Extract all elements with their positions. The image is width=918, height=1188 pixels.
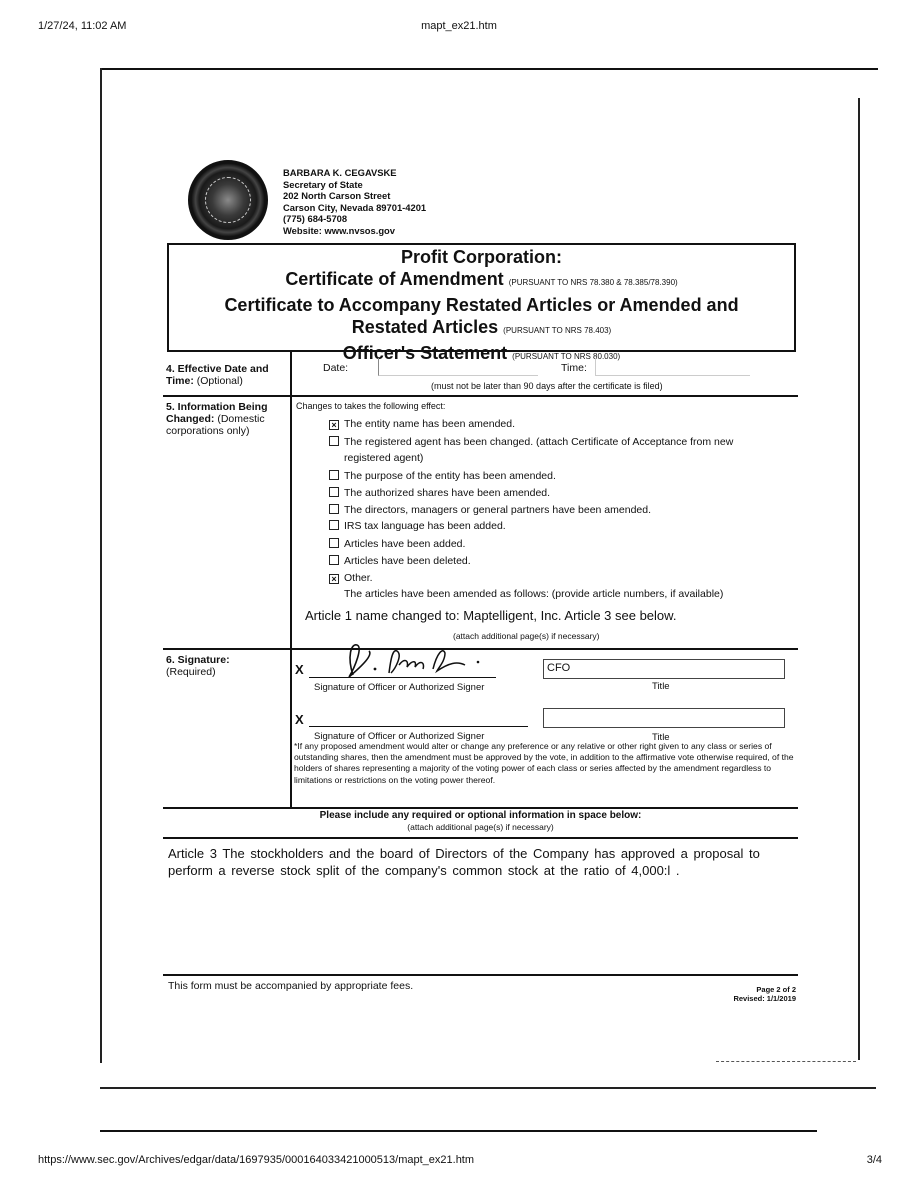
checkbox-empty-icon[interactable]	[329, 470, 339, 480]
form-page-number: Page 2 of 2	[756, 985, 796, 994]
scan-border-top	[100, 68, 878, 70]
amendment-footnote: *If any proposed amendment would alter or change any preference or any relative or other right given to any class or series of outstanding shares, then the amendment must be approved by the vote, in addition to the affirmative vote otherwise required, of the holders of shares representing a majority of the voting power of each class or series affected by the amendment regardless to limitations or restrictions on the voting power thereof.	[294, 741, 794, 785]
amended-as-follows-note: The articles have been amended as follows: (provide article numbers, if available)	[344, 588, 724, 600]
option-entity-name[interactable]: × The entity name has been amended.	[329, 417, 515, 431]
signature-line-1	[309, 677, 496, 678]
signature-x-mark-2: X	[295, 712, 304, 727]
row-divider	[163, 807, 798, 809]
title-field-1[interactable]: CFO	[543, 659, 785, 679]
option-authorized-shares[interactable]: The authorized shares have been amended.	[329, 486, 550, 500]
option-purpose[interactable]: The purpose of the entity has been amended.	[329, 469, 556, 483]
title-caption-1: Title	[652, 681, 670, 692]
form-revised-date: Revised: 1/1/2019	[733, 994, 796, 1003]
option-articles-added[interactable]: Articles have been added.	[329, 537, 465, 551]
checkbox-checked-icon[interactable]: ×	[329, 574, 339, 584]
effective-time-label: Time:	[561, 362, 587, 374]
title-field-2[interactable]	[543, 708, 785, 728]
title-certificate-of-amendment: Certificate of Amendment (PURSUANT TO NRS 78.380 & 78.385/78.390)	[285, 269, 678, 289]
print-page-number: 3/4	[866, 1154, 882, 1166]
registered-agent-continuation: registered agent)	[344, 452, 424, 464]
print-url: https://www.sec.gov/Archives/edgar/data/1697935/000164033421000513/mapt_ex21.htm	[38, 1154, 475, 1166]
option-directors[interactable]: The directors, managers or general partners have been amended.	[329, 503, 651, 517]
scan-border-right	[858, 98, 860, 1060]
secretary-name: BARBARA K. CEGAVSKE	[283, 167, 397, 178]
secretary-website: Website: www.nvsos.gov	[283, 224, 396, 236]
secretary-phone: (775) 684-5708	[283, 213, 348, 225]
scan-artifact-line	[716, 1061, 856, 1062]
checkbox-empty-icon[interactable]	[329, 504, 339, 514]
checkbox-empty-icon[interactable]	[329, 520, 339, 530]
title-restated-articles: Certificate to Accompany Restated Articles or Amended and	[224, 295, 739, 315]
nevada-state-seal-icon	[188, 160, 268, 240]
effective-date-note: (must not be later than 90 days after the certificate is filed)	[431, 381, 663, 391]
section-4-label: 4. Effective Date and Time: (Optional)	[166, 363, 269, 387]
citation-officer: (PURSUANT TO NRS 80.030)	[512, 352, 621, 361]
changes-intro: Changes to takes the following effect:	[296, 401, 446, 411]
print-title: mapt_ex21.htm	[421, 20, 497, 32]
print-timestamp: 1/27/24, 11:02 AM	[38, 20, 127, 32]
secretary-street: 202 North Carson Street	[283, 190, 391, 202]
signature-caption-1: Signature of Officer or Authorized Signer	[314, 682, 485, 693]
handwritten-signature-icon	[333, 637, 503, 681]
checkbox-checked-icon[interactable]: ×	[329, 420, 339, 430]
additional-info-subheading: (attach additional page(s) if necessary)	[407, 822, 554, 832]
signature-line-2[interactable]	[309, 726, 528, 727]
citation-restated: (PURSUANT TO NRS 78.403)	[503, 326, 612, 335]
attach-pages-note: (attach additional page(s) if necessary)	[453, 631, 600, 641]
additional-info-heading: Please include any required or optional information in space below:	[319, 810, 642, 821]
row-divider	[163, 974, 798, 976]
section-5-label: 5. Information Being Changed: (Domestic corporations only)	[166, 401, 268, 437]
secretary-city: Carson City, Nevada 89701-4201	[283, 201, 427, 213]
article-1-change: Article 1 name changed to: Maptelligent, Inc. Article 3 see below.	[305, 608, 677, 623]
option-articles-deleted[interactable]: Articles have been deleted.	[329, 554, 471, 568]
secretary-office: Secretary of State	[283, 178, 363, 190]
title-caption-2: Title	[652, 732, 670, 743]
form-page-info	[733, 985, 796, 1003]
citation-amendment: (PURSUANT TO NRS 78.380 & 78.385/78.390)	[508, 278, 678, 287]
seal-inner-ring	[205, 177, 251, 223]
fees-note: This form must be accompanied by appropriate fees.	[168, 980, 414, 992]
option-other[interactable]: × Other.	[329, 571, 373, 585]
checkbox-empty-icon[interactable]	[329, 436, 339, 446]
title-officers-statement: Officer's Statement (PURSUANT TO NRS 80.030)	[342, 343, 621, 363]
title-restated-articles-2: Restated Articles (PURSUANT TO NRS 78.403)	[351, 317, 612, 337]
form-title-box	[167, 243, 796, 363]
checkbox-empty-icon[interactable]	[329, 538, 339, 548]
checkbox-empty-icon[interactable]	[329, 555, 339, 565]
effective-date-field[interactable]	[378, 358, 538, 376]
row-divider	[163, 837, 798, 839]
effective-time-field[interactable]	[595, 358, 750, 376]
signature-caption-2: Signature of Officer or Authorized Signer	[314, 731, 485, 742]
signature-x-mark: X	[295, 662, 304, 677]
option-irs-tax[interactable]: IRS tax language has been added.	[329, 519, 506, 533]
title-profit-corporation: Profit Corporation:	[401, 247, 562, 267]
scan-border-left	[100, 68, 102, 1063]
effective-date-label: Date:	[323, 362, 349, 374]
row-divider	[163, 395, 798, 397]
secretary-of-state-block	[283, 167, 426, 237]
scan-border-bottom	[100, 1087, 876, 1089]
checkbox-empty-icon[interactable]	[329, 487, 339, 497]
option-registered-agent[interactable]: The registered agent has been changed. (attach Certificate of Acceptance from new	[329, 435, 733, 449]
print-footer-divider	[100, 1130, 817, 1132]
article-3-text: Article 3 The stockholders and the board of Directors of the Company has approved a proposal to perform a reverse stock split of the company's common stock at the ratio of 4,000:l .	[168, 846, 760, 878]
section-6-label: 6. Signature: (Required)	[166, 654, 230, 678]
column-divider	[290, 352, 292, 807]
